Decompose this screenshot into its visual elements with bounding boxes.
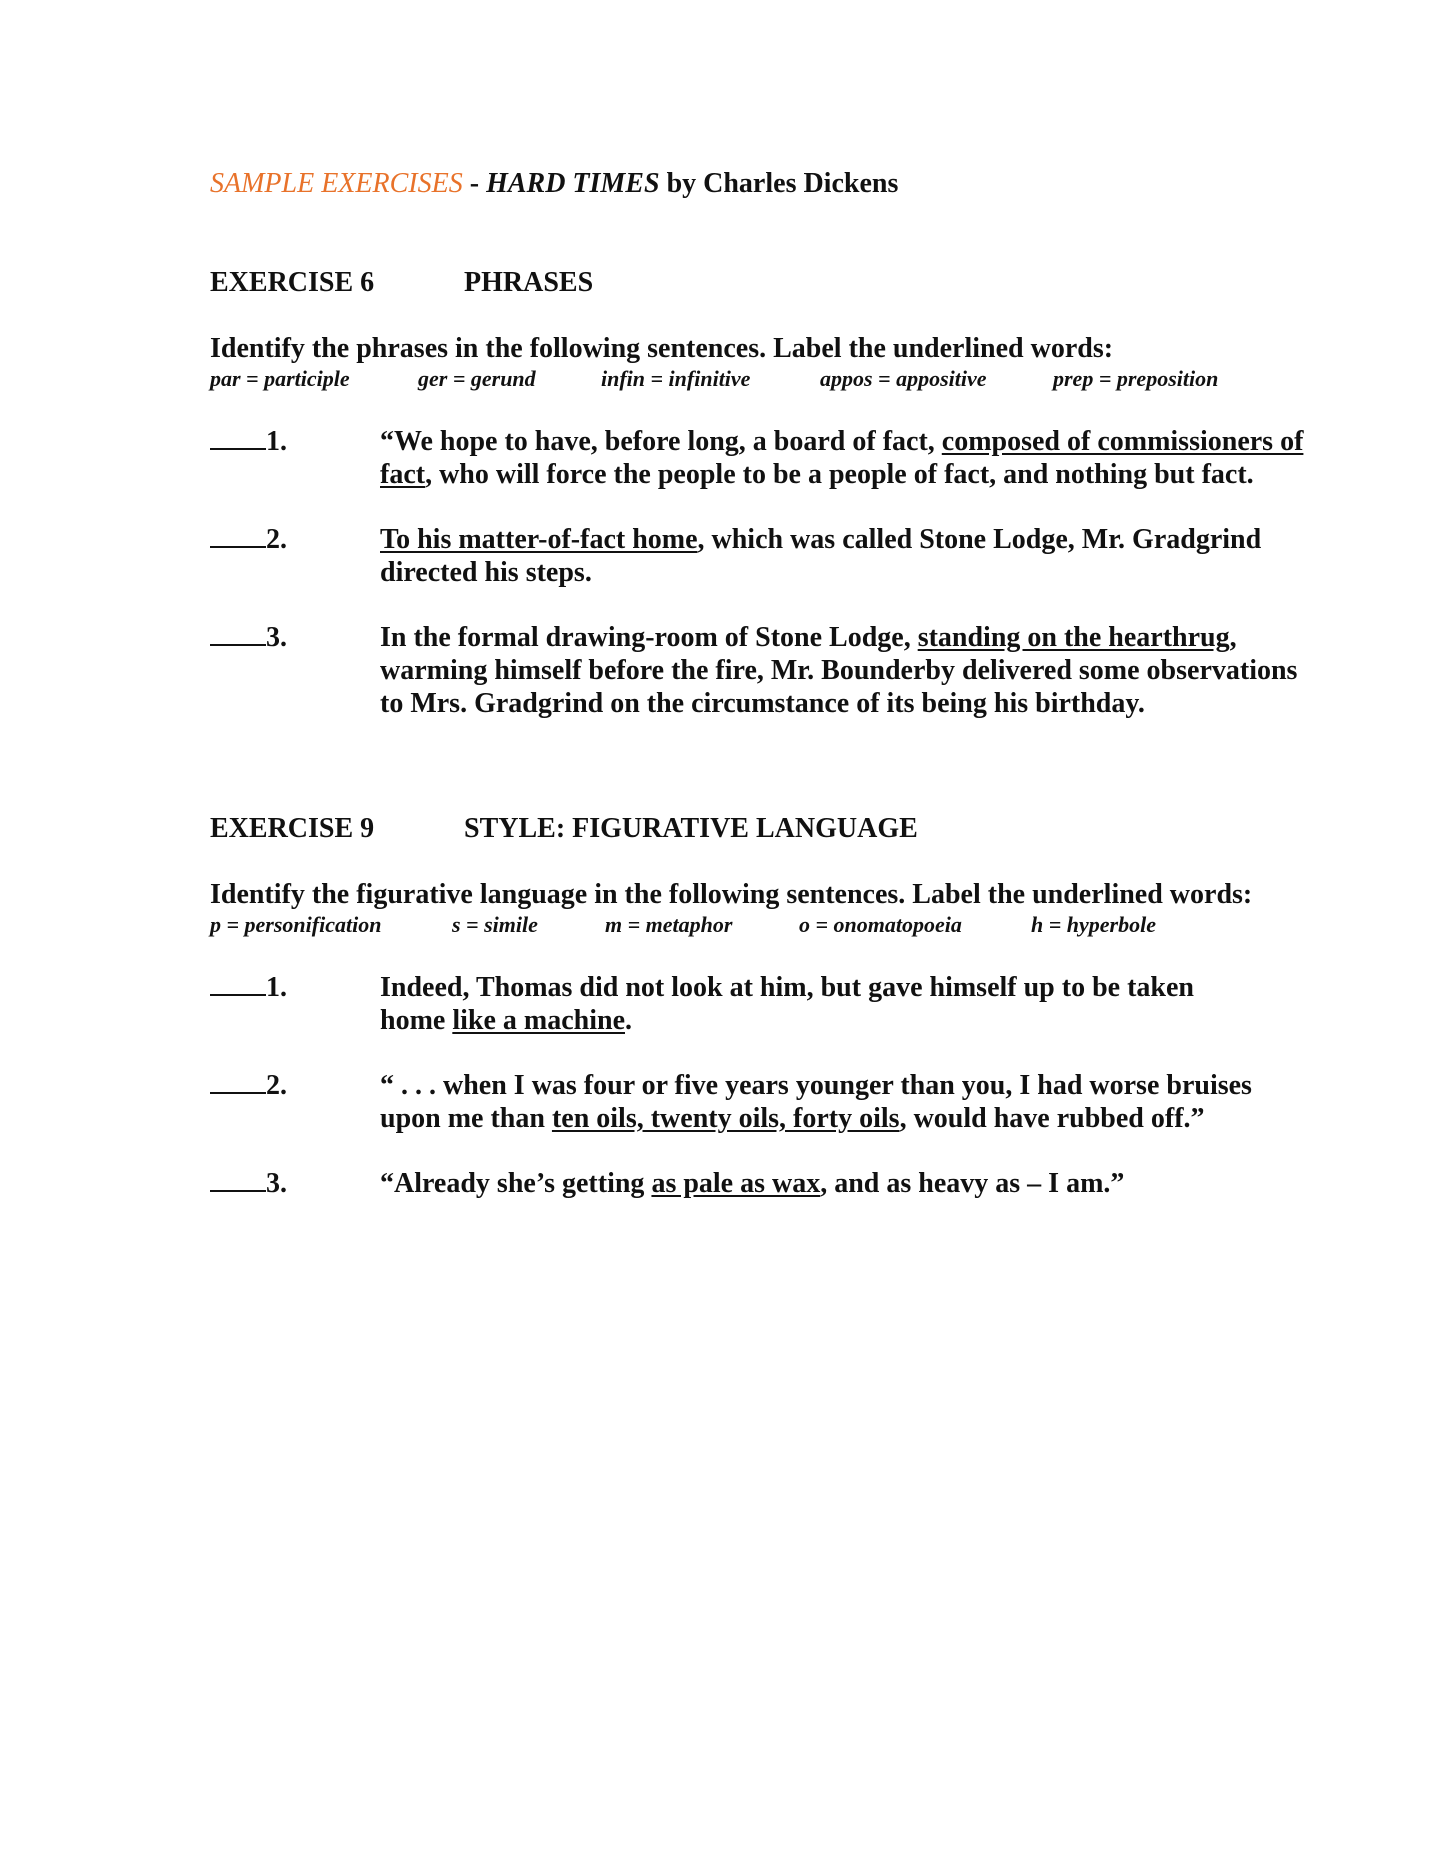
exercise9-item1-sentence: Indeed, Thomas did not look at him, but gave himself up to be taken home like a machine. — [380, 972, 1194, 1036]
exercise6-legend-infin: infin = infinitive — [601, 366, 751, 391]
exercise6-legend-prep: prep = preposition — [1053, 366, 1219, 391]
exercise6-item3-sentence: In the formal drawing-room of Stone Lodge, standing on the hearthrug, warming himself before the fire, Mr. Bounderby delivered some observations to Mrs. Gradgrind on the circumstance of its being his birthday. — [380, 622, 1298, 719]
underlined-phrase: ten oils, twenty oils, forty oils — [551, 1103, 900, 1134]
exercise9-item2-number: 2. — [210, 1070, 287, 1102]
exercise9-legend-o: o = onomatopoeia — [799, 912, 962, 937]
answer-blank[interactable] — [210, 1070, 266, 1094]
exercise9-item1-number: 1. — [210, 972, 287, 1004]
exercise6-item1-sentence: “We hope to have, before long, a board of fact, composed of commissioners of fact, who will force the people to be a people of fact, and nothing but fact. — [380, 426, 1304, 490]
answer-blank[interactable] — [210, 426, 266, 450]
exercise6-legend-par: par = participle — [210, 366, 350, 391]
exercise9-item3-sentence: “Already she’s getting as pale as wax, and as heavy as – I am.” — [380, 1168, 1125, 1199]
title-book: HARD TIMES — [486, 168, 660, 199]
exercise9-item3-number: 3. — [210, 1168, 287, 1200]
underlined-phrase: like a machine — [452, 1005, 625, 1036]
title-separator: - — [462, 168, 487, 199]
exercise9-item2-sentence: “ . . . when I was four or five years younger than you, I had worse bruises upon me than ten oils, twenty oils, forty oils, would have rubbed off.” — [380, 1070, 1252, 1134]
answer-blank[interactable] — [210, 622, 266, 646]
exercise6-item1-number: 1. — [210, 426, 287, 458]
exercise9-legend-m: m = metaphor — [605, 912, 733, 937]
exercise6-item2-sentence: To his matter-of-fact home, which was called Stone Lodge, Mr. Gradgrind directed his steps. — [380, 524, 1262, 588]
answer-blank[interactable] — [210, 1168, 266, 1192]
exercise6-legend-ger: ger = gerund — [418, 366, 536, 391]
answer-blank[interactable] — [210, 524, 266, 548]
exercise9-legend-h: h = hyperbole — [1031, 912, 1156, 937]
exercise6-label: EXERCISE 6 — [210, 267, 375, 298]
exercise6-item2-number: 2. — [210, 524, 287, 556]
exercise6-legend-appos: appos = appositive — [820, 366, 987, 391]
document-title — [210, 168, 898, 200]
underlined-phrase: composed of commissioners of fact — [380, 426, 1304, 490]
exercise9-heading: STYLE: FIGURATIVE LANGUAGE — [464, 813, 918, 844]
title-sample-exercises: SAMPLE EXERCISES — [210, 168, 463, 199]
exercise9-legend-p: p = personification — [210, 912, 382, 937]
exercise9-instruction: Identify the figurative language in the following sentences. Label the underlined words: — [210, 879, 1253, 910]
exercise6-instruction: Identify the phrases in the following sentences. Label the underlined words: — [210, 333, 1114, 364]
underlined-phrase: as pale as wax — [651, 1168, 821, 1199]
exercise9-legend-s: s = simile — [452, 912, 538, 937]
underlined-phrase: To his matter-of-fact home — [380, 524, 698, 555]
underlined-phrase: standing on the hearthrug — [917, 622, 1230, 653]
answer-blank[interactable] — [210, 972, 266, 996]
exercise6-heading: PHRASES — [464, 267, 594, 298]
exercise9-label: EXERCISE 9 — [210, 813, 375, 844]
exercise6-item3-number: 3. — [210, 622, 287, 654]
title-author: by Charles Dickens — [659, 168, 899, 199]
